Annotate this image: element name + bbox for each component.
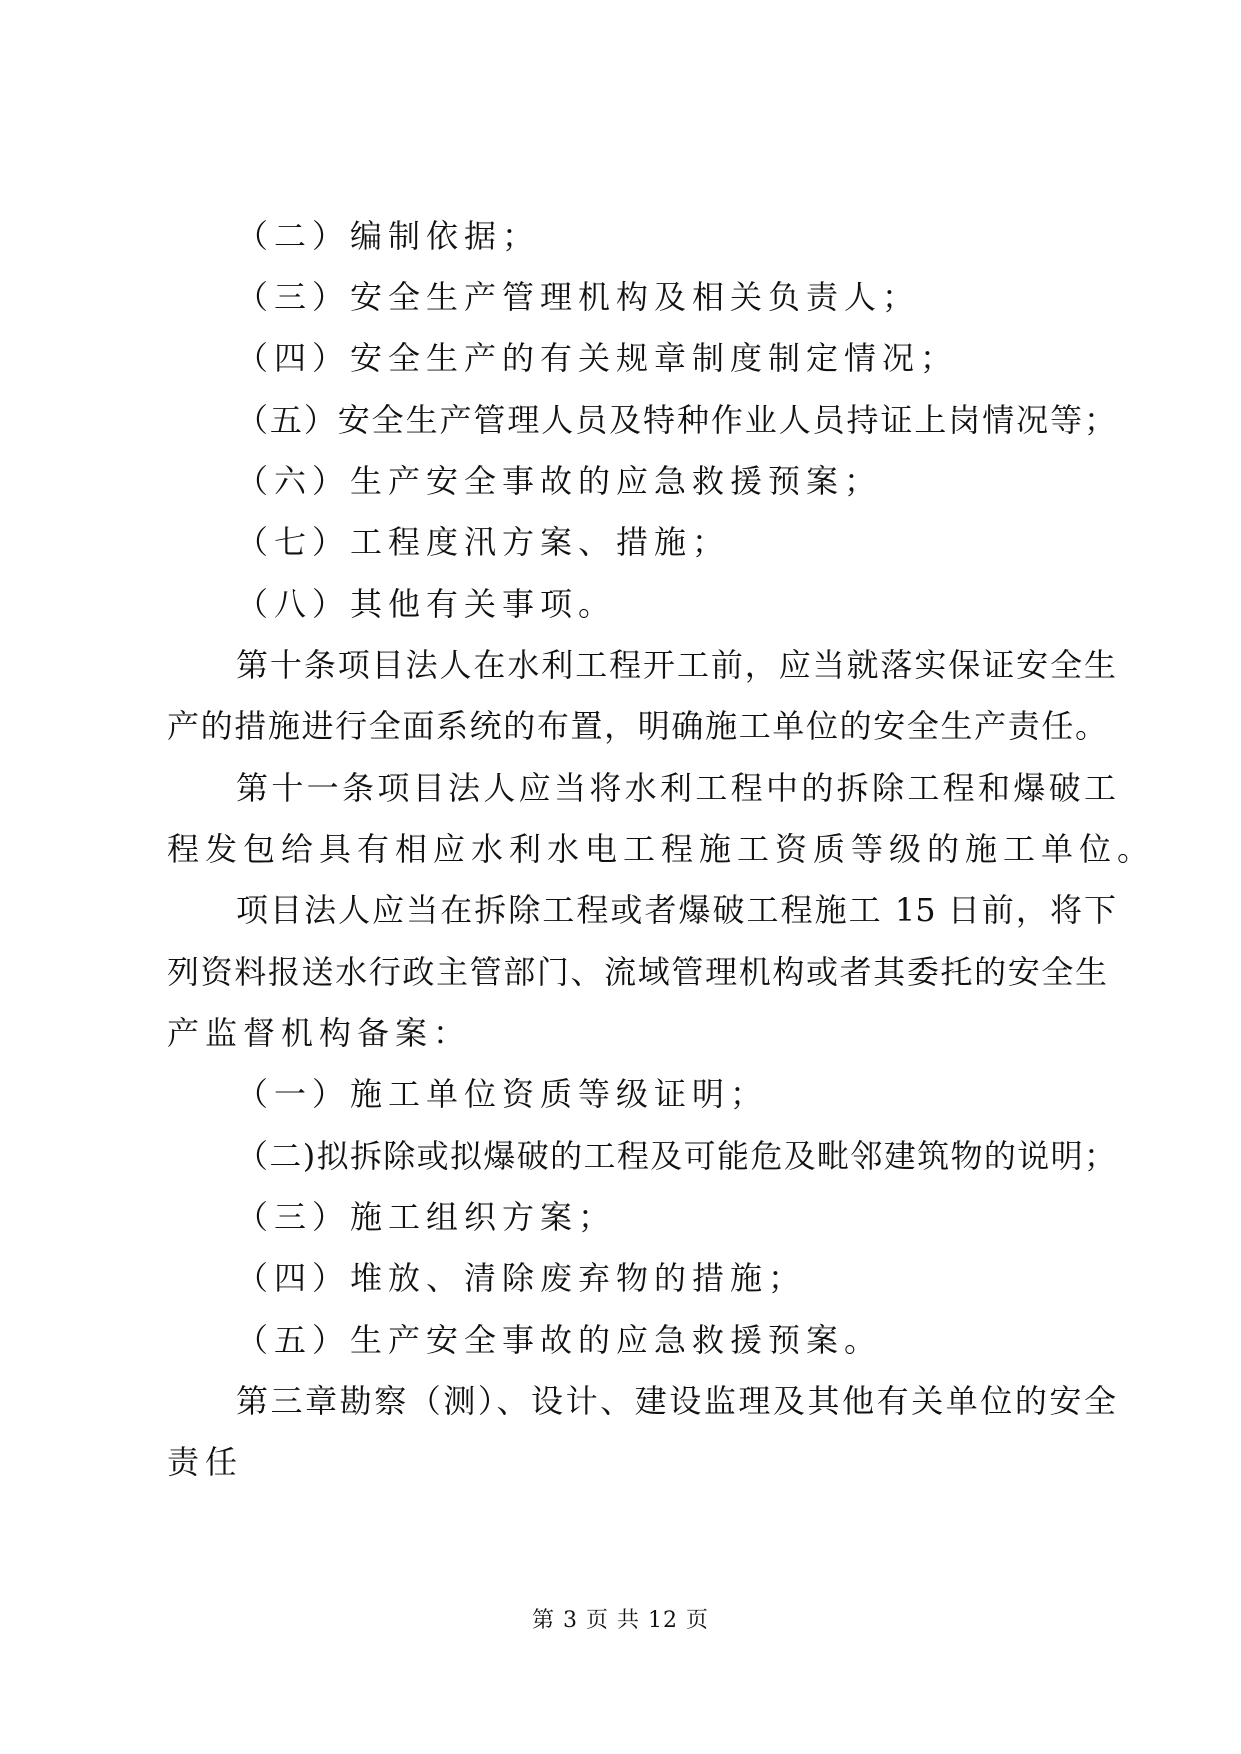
chapter-heading-line: 责任 [167,1443,244,1481]
list-item: （一）施工单位资质等级证明； [236,1075,769,1113]
list-item: （四）安全生产的有关规章制度制定情况； [236,339,959,377]
paragraph-line: 产的措施进行全面系统的布置，明确施工单位的安全生产责任。 [167,707,1107,745]
list-item: （五）安全生产管理人员及特种作业人员持证上岗情况等； [236,401,1116,439]
paragraph-line: 产监督机构备案： [167,1014,472,1052]
paragraph-line: 第十条项目法人在水利工程开工前，应当就落实保证安全生 [236,646,1116,684]
page-footer: 第 3 页 共 12 页 [532,1608,709,1633]
chapter-heading-line: 第三章勘察（测）、设计、建设监理及其他有关单位的安全 [236,1382,1116,1420]
list-item: （八）其他有关事项。 [236,585,617,623]
list-item: （五）生产安全事故的应急救援预案。 [236,1321,883,1359]
list-item: （三）安全生产管理机构及相关负责人； [236,278,921,316]
list-item: （七）工程度汛方案、措施； [236,523,731,561]
list-item: （三）施工组织方案； [236,1198,617,1236]
paragraph-line: 第十一条项目法人应当将水利工程中的拆除工程和爆破工 [236,769,1116,807]
list-item: （四）堆放、清除废弃物的措施； [236,1259,807,1297]
paragraph-line: 程发包给具有相应水利水电工程施工资质等级的施工单位。 [167,830,1156,868]
paragraph-line: 列资料报送水行政主管部门、流域管理机构或者其委托的安全生 [167,953,1107,991]
list-item: （二)拟拆除或拟爆破的工程及可能危及毗邻建筑物的说明； [236,1137,1116,1175]
list-item: （二）编制依据； [236,217,541,255]
paragraph-line: 项目法人应当在拆除工程或者爆破工程施工 15 日前，将下 [236,891,1116,929]
list-item: （六）生产安全事故的应急救援预案； [236,462,883,500]
